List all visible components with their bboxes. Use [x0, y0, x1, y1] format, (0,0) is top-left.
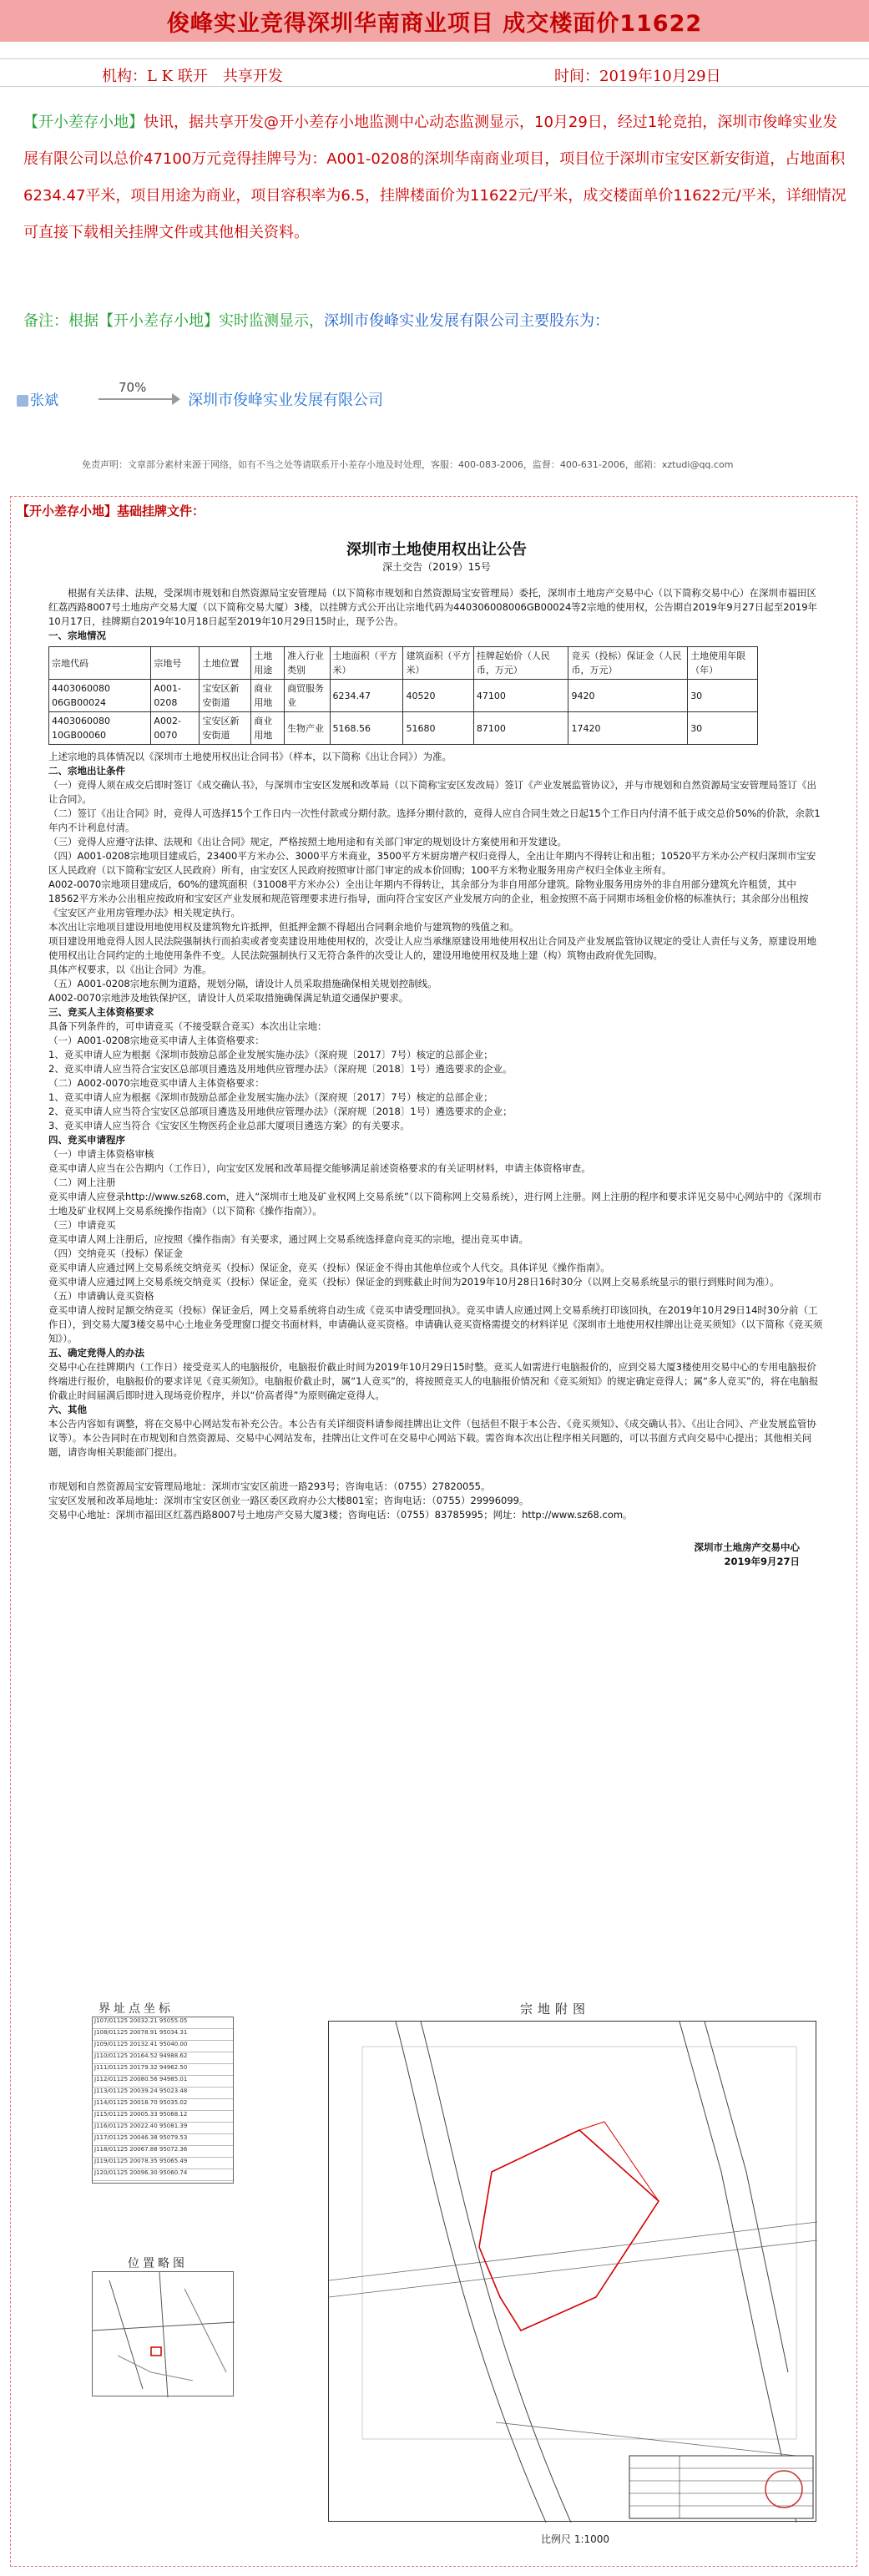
site-map [328, 2021, 816, 2522]
paragraph: （二）网上注册 [48, 1177, 116, 1188]
paragraph: （一）A001-0208宗地竞买申请人主体资格要求： [48, 1035, 265, 1046]
table-cell: 5168.56 [330, 712, 403, 745]
coordinate-row: J108/01125 20078.91 95034.31 [93, 2029, 233, 2041]
paragraph: A002-0070宗地项目建成后，60%的建筑面积（31008平方米办公）全出让年期内不得转让，其余部分为非自用部分建筑。除物业服务用房外的非自用部分建筑允许租赁，其中18562平方米办公出租应按政府和宝安区产业发展和规范管理要求进行指导，面向符合宝安区产业发展方向的企业，租金按照不高于同期市场租金价格的标准执行；其余部分出租按《宝安区产业用房管理办法》相关规定执行。 [48, 878, 809, 919]
coordinate-row: J107/01125 20032.21 95055.05 [93, 2017, 233, 2029]
contact-line: 交易中心地址：深圳市福田区红荔西路8007号土地房产交易大厦3楼；咨询电话：（0755）83785995；网址：http://www.sz68.com。 [48, 1509, 633, 1521]
table-row [49, 712, 758, 745]
paragraph: 1、竞买申请人应为根据《深圳市鼓励总部企业发展实施办法》（深府规〔2017〕7号）核定的总部企业； [48, 1049, 493, 1060]
plot-table [48, 646, 758, 745]
share-line [99, 398, 175, 400]
paragraph: 本次出让宗地项目建设用地使用权及建筑物允许抵押，但抵押金额不得超出合同剩余地价与建筑物的残值之和。 [48, 921, 519, 933]
table-cell: A001-0208 [151, 680, 200, 712]
paragraph: 本公告内容如有调整，将在交易中心网站发布补充公告。本公告有关详细资料请参阅挂牌出让文件（包括但不限于本公告、《竞买须知》、《成交确认书》、《出让合同》、产业发展监管协议等）。本公告同时在市规划和自然资源局、交易中心网站发布，挂牌出让文件可在交易中心网站下载。需咨询本次出让程序相关问题的，可以书面方式向交易中心提出；其他相关问题，请咨询相关职能部门提出。 [48, 1418, 816, 1458]
section-heading: 六、其他 [48, 1404, 87, 1415]
coordinate-row: J111/01125 20179.32 94962.50 [93, 2064, 233, 2076]
section-heading: 二、宗地出让条件 [48, 765, 125, 777]
signer: 深圳市土地房产交易中心 [694, 1541, 800, 1553]
paragraph: （二）A002-0070宗地竞买申请人主体资格要求： [48, 1077, 265, 1089]
note-paragraph [23, 309, 850, 334]
paragraph: 具体产权要求，以《出让合同》为准。 [48, 964, 212, 975]
table-cell: 4403060080 06GB00024 [49, 680, 151, 712]
table-cell: 9420 [568, 680, 688, 712]
coordinate-row: J109/01125 20132.41 95040.00 [93, 2041, 233, 2052]
paragraph: 竞买申请人应通过网上交易系统交纳竞买（投标）保证金，竞买（投标）保证金的到账截止时间为2019年10月28日16时30分（以网上交易系统显示的银行到账时间为准）。 [48, 1276, 780, 1288]
meta-time: 时间：2019年10月29日 [554, 68, 721, 85]
notice-number: 深土交告（2019）15号 [382, 561, 491, 573]
coordinate-row: J120/01125 20096.30 95060.74 [93, 2169, 233, 2181]
table-note: 上述宗地的具体情况以《深圳市土地使用权出让合同书》（样本，以下简称《出让合同》）为准。 [48, 751, 452, 762]
table-header: 准入行业类别 [285, 647, 330, 680]
paragraph: 2、竞买申请人应当符合宝安区总部项目遴选及用地供应管理办法》（深府规〔2018〕1号）遴选要求的企业。 [48, 1063, 513, 1075]
coordinate-row: J113/01125 20039.24 95023.48 [93, 2088, 233, 2099]
paragraph: 竞买申请人应登录http://www.sz68.com，进入“深圳市土地及矿业权网上交易系统”（以下简称网上交易系统），进行网上注册。网上注册的程序和要求详见交易中心网站中的《深圳市土地及矿业权网上交易系统操作指南》（以下简称《操作指南》）。 [48, 1191, 822, 1217]
location-map [92, 2271, 234, 2396]
location-map-title: 位置略图 [128, 2257, 188, 2270]
paragraph: 项目建设用地竞得人因人民法院强制执行而拍卖或者变卖建设用地使用权的，次受让人应当承继原建设用地使用权出让合同及产业发展监管协议规定的受让人责任与义务，原建设用地使用权出让合同约定的土地使用条件不变。人民法院强制执行又无符合条件的次受让人的，建设用地使用权及地上建（构）筑物由政府优先回购。 [48, 935, 816, 961]
meta-organization: 机构：L K 联开 共享开发 [102, 68, 283, 85]
shareholding-company[interactable]: 深圳市俊峰实业发展有限公司 [188, 392, 383, 409]
paragraph: （五）申请确认竞买资格 [48, 1290, 154, 1302]
map-scale: 比例尺 1:1000 [541, 2533, 610, 2545]
table-cell: 商贸服务业 [285, 680, 330, 712]
paragraph: 竞买申请人应当在公告期内（工作日），向宝安区发展和改革局提交能够满足前述资格要求的有关证明材料，申请主体资格审查。 [48, 1162, 591, 1174]
coordinate-row: J110/01125 20164.52 94988.62 [93, 2052, 233, 2064]
contact-line: 宝安区发展和改革局地址：深圳市宝安区创业一路区委区政府办公大楼801室；咨询电话：（0755）29996099。 [48, 1495, 529, 1506]
coordinate-row: J114/01125 20018.70 95035.02 [93, 2099, 233, 2111]
table-header: 挂牌起始价（人民币，万元） [473, 647, 568, 680]
table-cell: 商业用地 [251, 680, 285, 712]
table-header: 土地用途 [251, 647, 285, 680]
person-icon [17, 395, 28, 407]
table-cell: 商业用地 [251, 712, 285, 745]
table-cell: 30 [688, 712, 758, 745]
table-header: 土地位置 [200, 647, 251, 680]
table-header: 宗地号 [151, 647, 200, 680]
share-percent: 70% [119, 380, 147, 395]
table-header: 土地面积（平方米） [330, 647, 403, 680]
paragraph: （四）交纳竞买（投标）保证金 [48, 1248, 183, 1259]
table-cell: 17420 [568, 712, 688, 745]
paragraph: （一）申请主体资格审核 [48, 1148, 154, 1160]
table-row [49, 680, 758, 712]
location-map-drawing [93, 2272, 235, 2397]
coordinate-row: J119/01125 20078.35 95065.49 [93, 2158, 233, 2169]
table-cell: 47100 [473, 680, 568, 712]
table-header: 建筑面积（平方米） [403, 647, 473, 680]
lead-paragraph [23, 104, 850, 251]
coordinate-row: J112/01125 20080.56 94985.01 [93, 2076, 233, 2088]
paragraph: A002-0070宗地涉及地铁保护区，请设计人员采取措施确保满足轨道交通保护要求。 [48, 992, 409, 1004]
paragraph: （四）A001-0208宗地项目建成后，23400平方米办公、3000平方米商业，3500平方米厨房增产权归竞得人，全出让年期内不得转让和出租；10520平方米办公产权归深圳市宝安区人民政府（以下简称宝安区人民政府）所有，由宝安区人民政府按照审计部门审定的成本价回购；100平方米物业服务用房产权归全体业主所有。 [48, 850, 816, 876]
note-company: 深圳市俊峰实业发展有限公司主要股东为： [324, 312, 609, 330]
paragraph: （一）竞得人须在成交后即时签订《成交确认书》，与深圳市宝安区发展和改革局（以下简称宝安区发改局）签订《产业发展监管协议》，并与市规划和自然资源局宝安管理局签订《出让合同》。 [48, 779, 816, 805]
table-cell: 4403060080 10GB00060 [49, 712, 151, 745]
article-headline: 俊峰实业竞得深圳华南商业项目 成交楼面价11622 [166, 11, 703, 37]
table-cell: 宝安区新安街道 [200, 680, 251, 712]
document-label: 【开小差存小地】基础挂牌文件： [17, 504, 205, 519]
shareholder-name[interactable] [17, 388, 58, 409]
table-header-row [49, 647, 758, 680]
notice-document [48, 534, 825, 1569]
table-cell: 40520 [403, 680, 473, 712]
notice-intro: 根据有关法律、法规，受深圳市规划和自然资源局宝安管理局（以下简称市规划和自然资源局宝安管理局）委托，深圳市土地房产交易中心（以下简称交易中心）在深圳市福田区红荔西路8007号土地房产交易大厦（以下简称交易大厦）3楼，以挂牌方式公开出让宗地代码为440306008006GB00024等2宗地的使用权，公告期自2019年9月27日起至2019年10月17日，挂牌期自2019年10月18日起至2019年10月29日15时止，现予公告。 [48, 587, 818, 627]
paragraph: 竞买申请人按时足额交纳竞买（投标）保证金后，网上交易系统将自动生成《竞买申请受理回执》。竞买申请人应通过网上交易系统打印该回执，在2019年10月29日14时30分前（工作日），到交易大厦3楼交易中心土地业务受理窗口提交书面材料，申请确认竞买资格。申请确认竞买资格需提交的材料详见《深圳市土地使用权挂牌出让竞买须知》（以下简称《竞买须知》）。 [48, 1304, 823, 1344]
section-heading: 四、竞买申请程序 [48, 1134, 125, 1146]
paragraph: 具备下列条件的，可申请竞买（不接受联合竞买）本次出让宗地： [48, 1020, 327, 1032]
coordinate-row: J117/01125 20046.38 95079.53 [93, 2134, 233, 2146]
meta-row [0, 58, 869, 87]
paragraph: 3、竞买申请人应当符合《宝安区生物医药企业总部大厦项目遴选方案》的有关要求。 [48, 1120, 410, 1131]
table-cell: 6234.47 [330, 680, 403, 712]
shareholding-diagram [17, 380, 518, 413]
table-header: 宗地代码 [49, 647, 151, 680]
arrow-icon [172, 393, 180, 405]
coordinate-row: J116/01125 20022.40 95081.39 [93, 2123, 233, 2134]
paragraph: 2、竞买申请人应当符合宝安区总部项目遴选及用地供应管理办法》（深府规〔2018〕1号）遴选要求的企业； [48, 1106, 513, 1117]
table-cell: 宝安区新安街道 [200, 712, 251, 745]
site-map-title: 宗地附图 [520, 2002, 591, 2017]
paragraph: 1、竞买申请人应为根据《深圳市鼓励总部企业发展实施办法》（深府规〔2017〕7号）核定的总部企业； [48, 1091, 493, 1103]
coordinate-row: J118/01125 20067.88 95072.36 [93, 2146, 233, 2158]
table-cell: 30 [688, 680, 758, 712]
lead-source-tag: 【开小差存小地】 [23, 114, 144, 131]
section-heading: 一、宗地情况 [48, 630, 106, 641]
map-section [48, 2000, 825, 2559]
paragraph: 竞买申请人网上注册后，应按照《操作指南》有关要求，通过网上交易系统选择意向竞买的宗地，提出竞买申请。 [48, 1233, 528, 1245]
note-prefix: 备注：根据【开小差存小地】实时监测显示， [23, 312, 324, 330]
paragraph: （三）竞得人应遵守法律、法规和《出让合同》规定，严格按照土地用途和有关部门审定的规划设计方案使用和开发建设。 [48, 836, 567, 848]
coordinate-row: J115/01125 20005.33 95068.12 [93, 2111, 233, 2123]
table-cell: 生物产业 [285, 712, 330, 745]
table-cell: 51680 [403, 712, 473, 745]
shareholder-label: 张斌 [30, 392, 58, 409]
paragraph: （五）A001-0208宗地东侧为道路，规划分隔，请设计人员采取措施确保相关规划控制线。 [48, 978, 437, 989]
table-cell: 87100 [473, 712, 568, 745]
coordinate-table-title: 界址点坐标 [99, 2002, 174, 2016]
section-heading: 三、竞买人主体资格要求 [48, 1006, 154, 1018]
sign-date: 2019年9月27日 [724, 1556, 800, 1567]
paragraph: 交易中心在挂牌期内（工作日）接受竞买人的电脑报价，电脑报价截止时间为2019年10月29日15时整。竞买人如需进行电脑报价的，应到交易大厦3楼使用交易中心的专用电脑报价终端进行报价，电脑报价的要求详见《竞买须知》。电脑报价截止时，属“1人竞买”的，将按照竞买人的电脑报价情况和《竞买须知》的规定确定竞得人；属“多人竞买”的，将在电脑报价截止时间届满后即时进入现场竞价程序，并以“价高者得”为原则确定竞得人。 [48, 1361, 819, 1401]
section-heading: 五、确定竞得人的办法 [48, 1347, 144, 1359]
notice-title: 深圳市土地使用权出让公告 [346, 541, 527, 559]
disclaimer: 免责声明：文章部分素材来源于网络，如有不当之处等请联系开小差存小地及时处理，客服：400-083-2006，监督：400-631-2006，邮箱：xztudi@qq.com [82, 459, 734, 470]
paragraph: （二）签订《出让合同》时，竞得人可选择15个工作日内一次性付款或分期付款。选择分期付款的，竞得人应自合同生效之日起15个工作日内付清不低于成交总价50%的价款，余款1年内不计利息付清。 [48, 807, 821, 833]
lead-text: 快讯，据共享开发@开小差存小地监测中心动态监测显示，10月29日，经过1轮竞拍，深圳市俊峰实业发展有限公司以总价47100万元竞得挂牌号为：A001-0208的深圳华南商业项目，项目位于深圳市宝安区新安街道，占地面积6234.47平米，项目用途为商业，项目容积率为6.5，挂牌楼面价为11622元/平米，成交楼面单价11622元/平米，详细情况可直接下载相关挂牌文件或其他相关资料。 [23, 114, 846, 241]
table-cell: A002-0070 [151, 712, 200, 745]
coordinate-table [92, 2017, 234, 2184]
site-map-drawing [329, 2022, 817, 2523]
contact-line: 市规划和自然资源局宝安管理局地址：深圳市宝安区前进一路293号；咨询电话：（0755）27820055。 [48, 1480, 491, 1492]
table-header: 竞买（投标）保证金（人民币，万元） [568, 647, 688, 680]
paragraph: 竞买申请人应通过网上交易系统交纳竞买（投标）保证金，竞买（投标）保证金不得由其他单位或个人代交。具体详见《操作指南》。 [48, 1262, 610, 1273]
table-header: 土地使用年限（年） [688, 647, 758, 680]
paragraph: （三）申请竞买 [48, 1219, 116, 1231]
